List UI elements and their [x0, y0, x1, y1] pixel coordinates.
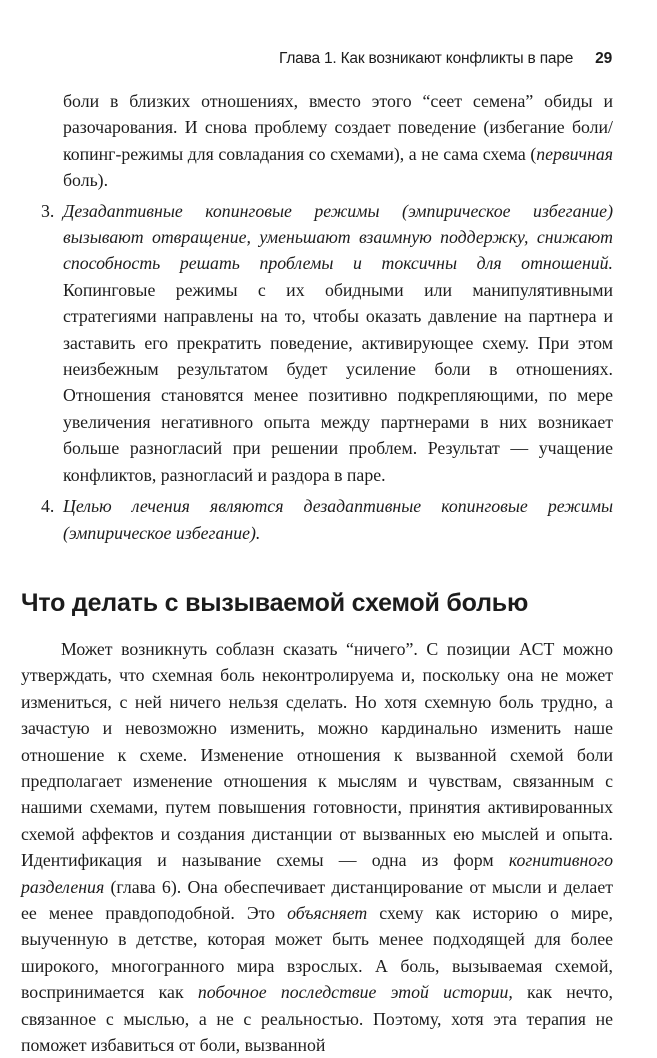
list-number: 4. [41, 496, 55, 517]
list-item-text [63, 198, 613, 488]
text-run: как нечто, связанное с мыслью, а не с реальностью. Поэтому, хотя эта терапия не поможет избавиться от боли, вызванной [21, 982, 613, 1055]
section-paragraph [21, 636, 613, 1058]
text-run: боли в близких отношениях, вместо этого “сеет семена” обиды и разочарования. И снова проблему создает поведение (избегание боли/ копинг-режимы для совладания со схемами), а не сама схема ( [63, 91, 613, 164]
text-run: схему как историю о мире, выученную в детстве, которая может быть менее подходящей для более широкого, многогранного мира взрослых. А боль, вызываемая схемой, воспринимается как [21, 902, 613, 1003]
text-run: боль). [63, 170, 109, 191]
text-run: Копинговые режимы с их обидными или манипулятивными стратегиями направлены на то, чтобы оказать давление на партнера и заставить его прекратить поведение, активирующее схему. При этом неизбежным результатом будет усиление боли в отношениях. Отношения становятся менее позитивно подкрепляющими, по мере увеличения негативного опыта между партнерами в них возникает больше разногласий при решении проблем. Результат — учащение конфликтов, разногласий и раздора в паре. [63, 279, 613, 485]
chapter-title: Глава 1. Как возникают конфликты в паре [279, 50, 574, 67]
italic-run: Целью лечения являются дезадаптивные копинговые режимы (эмпирическое избегание). [63, 496, 613, 543]
page-body [21, 88, 613, 1058]
italic-run: когнитивного разделения [21, 850, 613, 897]
text-run: (глава 6). Она обеспечивает дистанцирование от мысли и делает ее менее правдоподобной. Это [21, 876, 613, 923]
italic-run: Дезадаптивные копинговые режимы (эмпирическое избегание) вызывают отвращение, уменьшают взаимную поддержку, снижают способность решать проблемы и токсичны для отношений. [63, 200, 613, 274]
running-header [0, 50, 612, 68]
italic-run: побочное последствие этой истории, [197, 982, 513, 1003]
page-number: 29 [595, 50, 612, 67]
list-item [21, 493, 613, 546]
italic-run: первичная [536, 143, 613, 164]
text-run: Может возникнуть соблазн сказать “ничего”. С позиции ACT можно утверждать, что схемная боль неконтролируема и, поскольку она не может измениться, с ней ничего нельзя сделать. Но хотя схемную боль трудно, а зачастую и невозможно изменить, можно кардинально изменить наше отношение к схеме. Изменение отношения к вызванной схемой боли предполагает изменение отношения к мыслям и чувствам, связанным с нашими схемами, путем повышения готовности, принятия активированных схемой аффектов и создания дистанции от вызванных ею мыслей и опыта. Идентификация и называние схемы — одна из форм [21, 638, 613, 871]
list-number: 3. [41, 200, 55, 221]
section-heading: Что делать с вызываемой схемой болью [21, 588, 529, 617]
list-item [21, 198, 613, 488]
italic-run: объясняет [287, 902, 368, 923]
continuation-paragraph [21, 88, 613, 194]
list-item-text [63, 493, 613, 546]
